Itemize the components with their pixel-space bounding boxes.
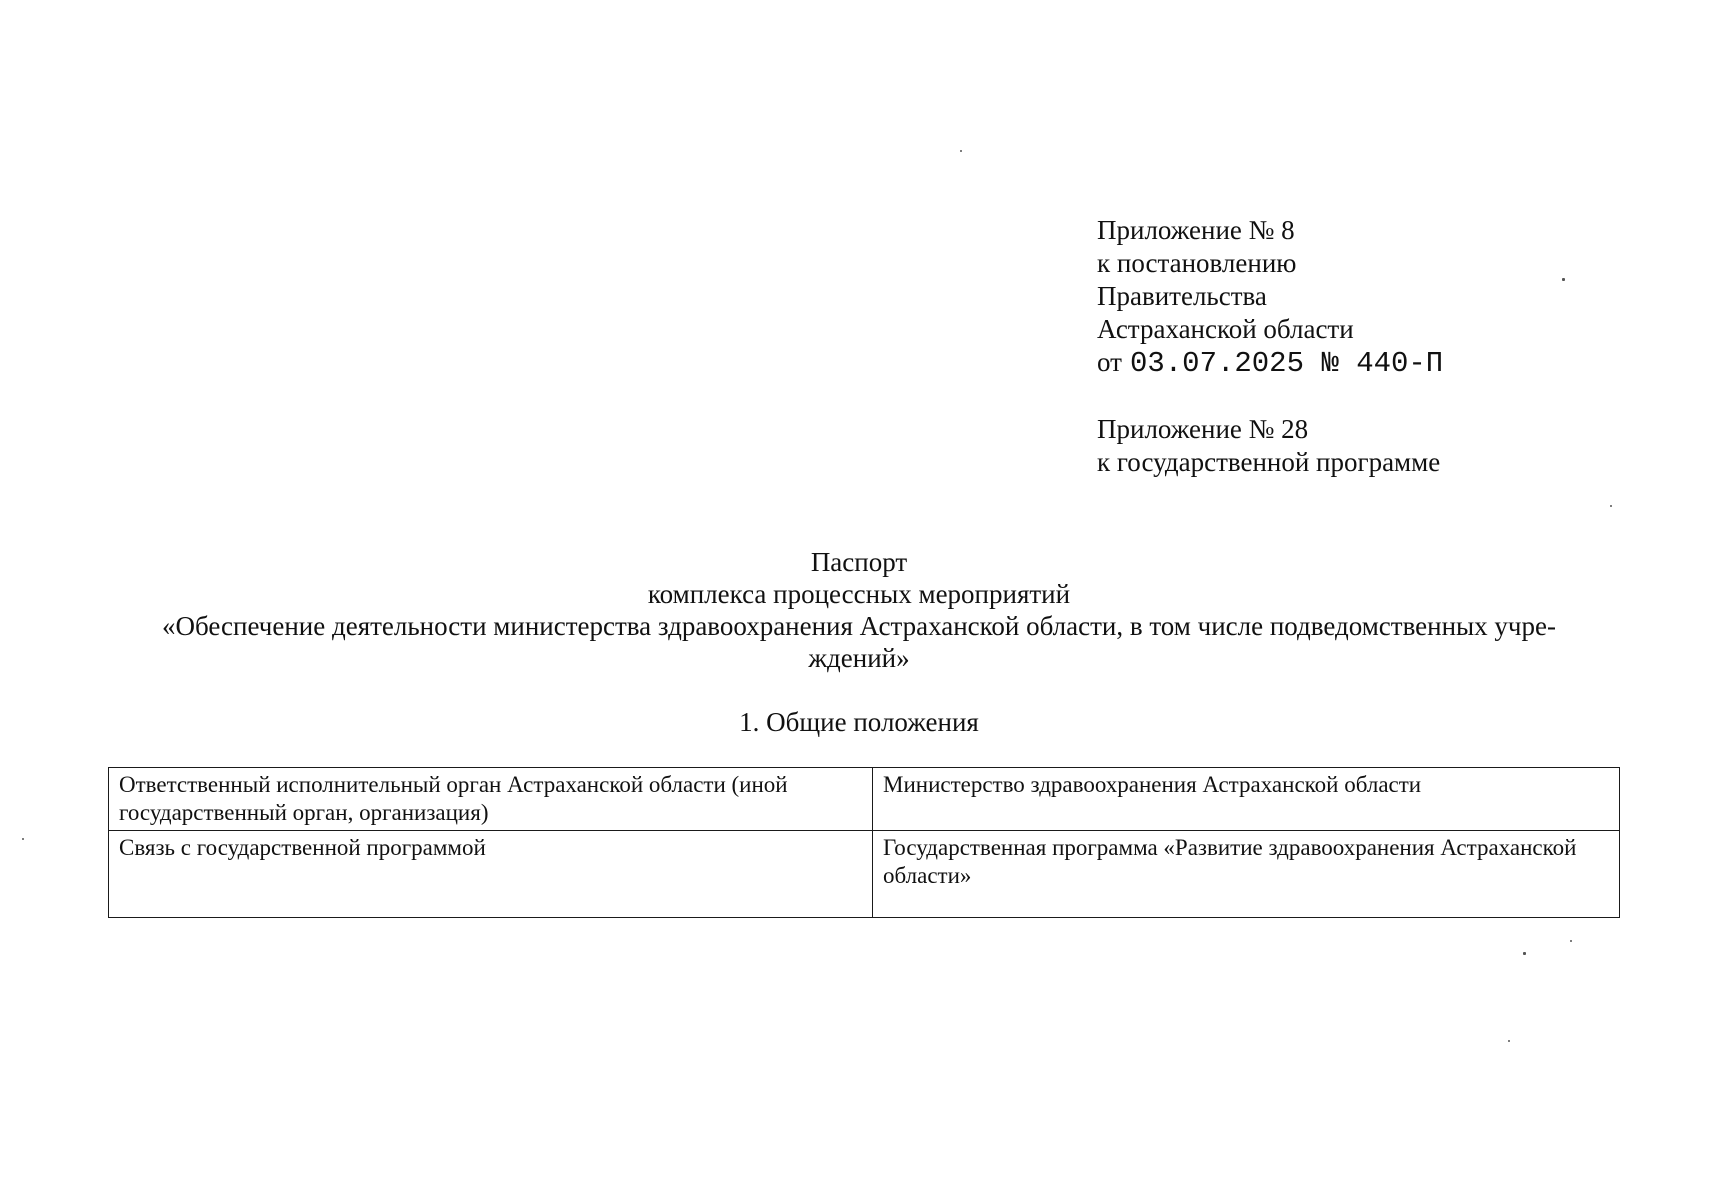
table-row	[109, 768, 1620, 831]
table-cell-label: Ответственный исполнительный орган Астраханской области (иной государственный орган, организация)	[109, 768, 873, 831]
appendix-block-1	[1097, 214, 1443, 380]
date-prefix: от	[1097, 347, 1122, 377]
appendix-region: Астраханской области	[1097, 314, 1354, 344]
scan-speck	[960, 150, 962, 152]
general-provisions-table	[108, 767, 1620, 918]
scan-speck	[1562, 278, 1565, 281]
document-heading	[100, 546, 1618, 674]
appendix-government: Правительства	[1097, 281, 1267, 311]
appendix-2-number: Приложение № 28	[1097, 414, 1309, 444]
table-cell-label: Связь с государственной программой	[109, 831, 873, 918]
appendix-date-line	[1097, 346, 1443, 380]
appendix-number: Приложение № 8	[1097, 215, 1295, 245]
heading-title: «Обеспечение деятельности министерства здравоохранения Астраханской области, в том числе подведомственных учре-	[162, 611, 1556, 641]
heading-complex: комплекса процессных мероприятий	[647, 579, 1071, 609]
appendix-2-to-program: к государственной программе	[1097, 447, 1441, 477]
heading-title-cont: ждений»	[808, 643, 910, 673]
date-stamp: 03.07.2025 № 440-П	[1129, 347, 1444, 380]
section-title: 1. Общие положения	[739, 707, 979, 737]
scan-speck	[1570, 940, 1572, 942]
scan-speck	[1523, 952, 1526, 955]
scan-speck	[1610, 505, 1612, 507]
table-cell-value: Государственная программа «Развитие здравоохранения Астраханской области»	[873, 831, 1620, 918]
appendix-to-resolution: к постановлению	[1097, 248, 1297, 278]
heading-passport: Паспорт	[810, 547, 908, 577]
table-row	[109, 831, 1620, 918]
appendix-block-2	[1097, 413, 1440, 479]
scan-speck	[1508, 1040, 1510, 1042]
table-cell-value: Министерство здравоохранения Астраханской области	[873, 768, 1620, 831]
scan-speck	[22, 838, 24, 840]
